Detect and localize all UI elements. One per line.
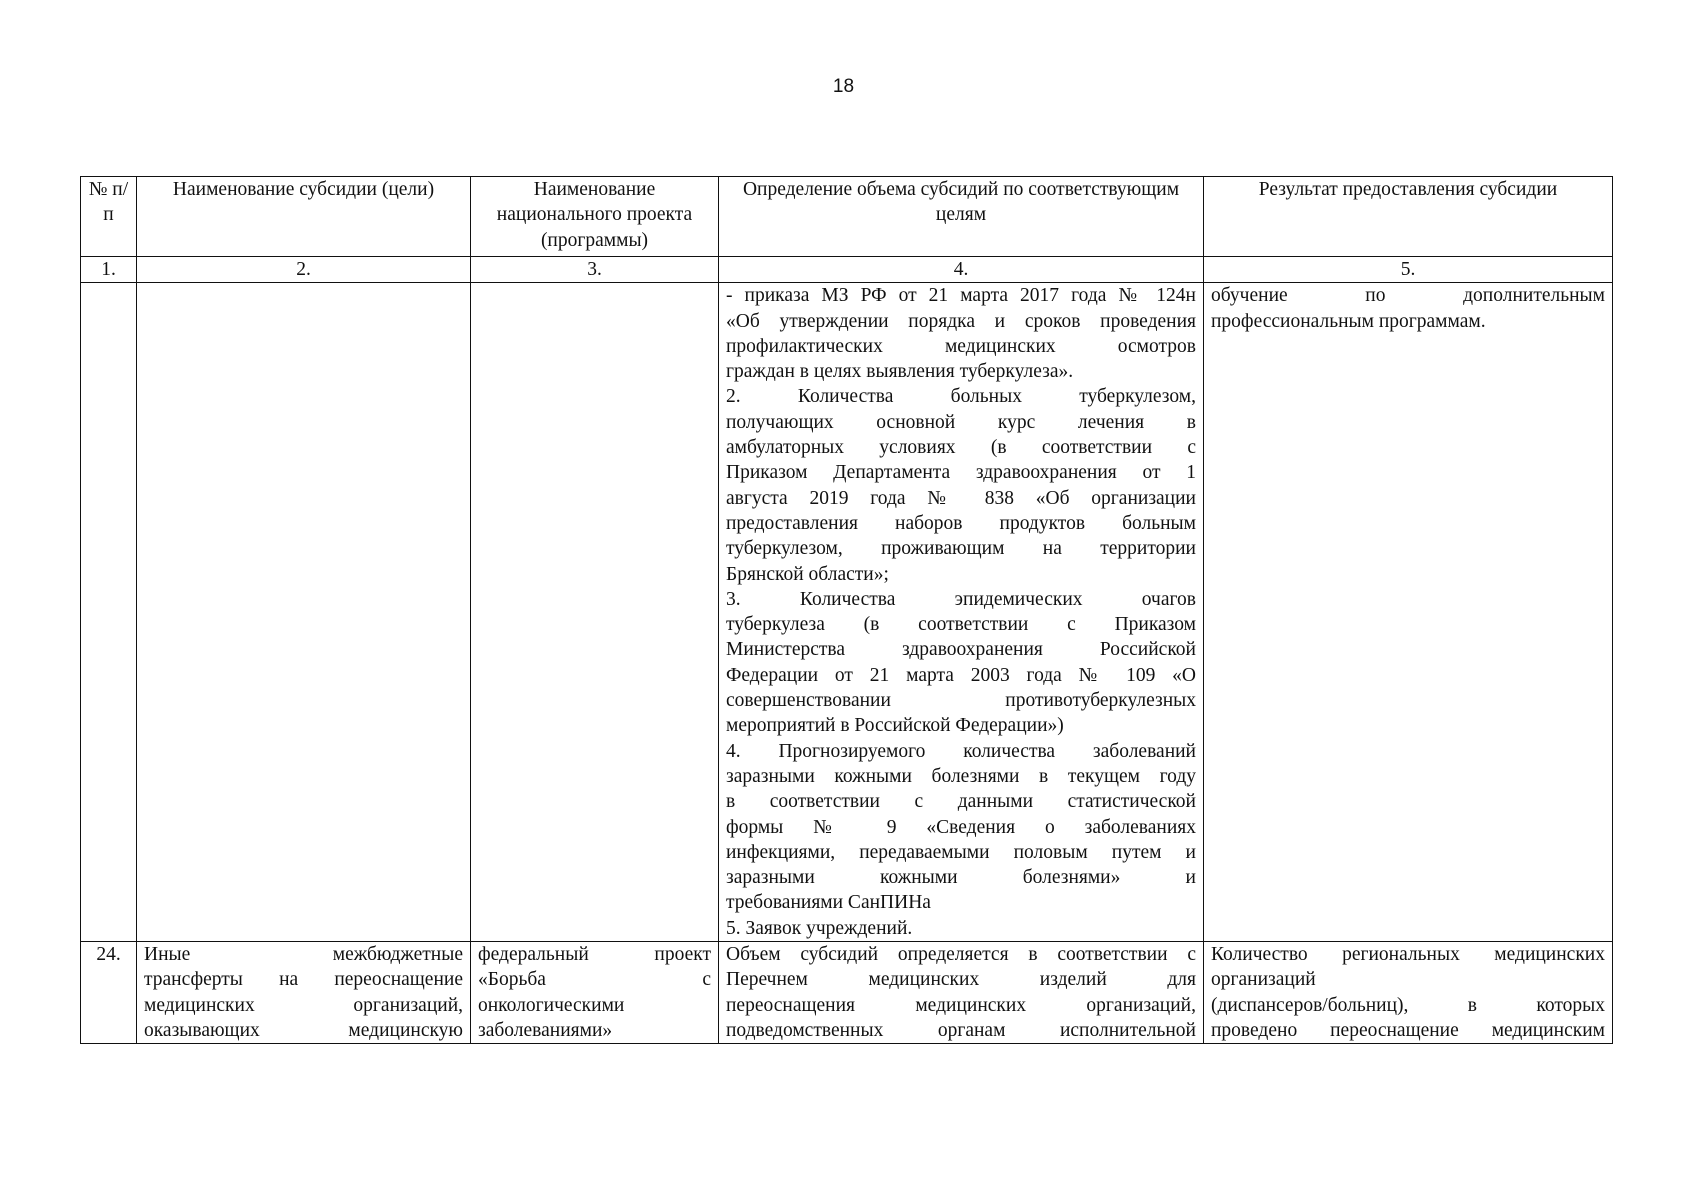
text-line: 5. Заявок учреждений. (726, 917, 913, 939)
table-row-24 (81, 942, 1613, 1044)
text-line: совершенствовании противотуберкулезных (726, 690, 1196, 712)
text-line: (диспансеров/больниц), в которых (1211, 994, 1605, 1016)
cell-volume-definition (719, 283, 1204, 942)
cell-volume-definition (719, 942, 1204, 1044)
text-line: туберкулезом, проживающим на территории (726, 538, 1196, 560)
column-number: 2. (137, 257, 471, 283)
column-number-row (81, 257, 1613, 283)
header-project-name: Наименование национального проекта (программы) (471, 177, 719, 257)
header-subsidy-name: Наименование субсидии (цели) (137, 177, 471, 257)
text-line: заболеваниями» (478, 1019, 613, 1041)
text-line: трансферты на переоснащение (144, 969, 463, 991)
text-line: августа 2019 года № 838 «Об организации (726, 487, 1196, 509)
text-line: Иные межбюджетные (144, 944, 463, 966)
text-line: организаций (1211, 969, 1316, 991)
header-volume-definition: Определение объема субсидий по соответствующим целям (719, 177, 1204, 257)
cell-subsidy-name (137, 942, 471, 1044)
text-line: мероприятий в Российской Федерации») (726, 715, 1064, 737)
text-line: медицинских организаций, (144, 994, 463, 1016)
text-line: проведено переоснащение медицинским (1211, 1019, 1605, 1041)
text-line: Количество региональных медицинских (1211, 944, 1605, 966)
column-number: 5. (1204, 257, 1613, 283)
text-line: 4. Прогнозируемого количества заболеваний (726, 740, 1196, 762)
cell-result (1204, 942, 1613, 1044)
page-number: 18 (832, 76, 855, 97)
text-line: заразными кожными болезнями» и (726, 867, 1196, 889)
text-line: профессиональным программам. (1211, 310, 1486, 332)
text-line: Объем субсидий определяется в соответствии с (726, 944, 1196, 966)
column-number: 4. (719, 257, 1204, 283)
text-line: обучение по дополнительным (1211, 285, 1605, 307)
table-header-row (81, 177, 1613, 257)
text-line: Брянской области»; (726, 563, 889, 585)
cell-result (1204, 283, 1613, 942)
text-line: «Об утверждении порядка и сроков проведения (726, 310, 1196, 332)
text-line: 3. Количества эпидемических очагов (726, 588, 1196, 610)
text-line: требованиями СанПИНа (726, 892, 931, 914)
text-line: получающих основной курс лечения в (726, 411, 1196, 433)
column-number: 1. (81, 257, 137, 283)
text-line: в соответствии с данными статистической (726, 791, 1196, 813)
text-line: Федерации от 21 марта 2003 года № 109 «О (726, 664, 1196, 686)
text-line: инфекциями, передаваемыми половым путем и (726, 841, 1196, 863)
subsidy-table (80, 176, 1613, 1044)
text-line: граждан в целях выявления туберкулеза». (726, 361, 1074, 383)
text-line: профилактических медицинских осмотров (726, 335, 1196, 357)
text-line: «Борьба с (478, 969, 711, 991)
text-line: туберкулеза (в соответствии с Приказом (726, 614, 1196, 636)
cell-project-name (471, 942, 719, 1044)
text-line: онкологическими (478, 994, 625, 1016)
text-line: переоснащения медицинских организаций, (726, 994, 1196, 1016)
cell-subsidy-name (137, 283, 471, 942)
cell-project-name (471, 283, 719, 942)
text-line: предоставления наборов продуктов больным (726, 512, 1196, 534)
header-number: № п/п (81, 177, 137, 257)
text-line: заразными кожными болезнями в текущем году (726, 765, 1196, 787)
text-line: 2. Количества больных туберкулезом, (726, 386, 1196, 408)
text-line: амбулаторных условиях (в соответствии с (726, 437, 1196, 459)
cell-number (81, 283, 137, 942)
column-number: 3. (471, 257, 719, 283)
table-row-continued (81, 283, 1613, 942)
text-line: оказывающих медицинскую (144, 1019, 463, 1041)
header-result: Результат предоставления субсидии (1204, 177, 1613, 257)
text-line: формы № 9 «Сведения о заболеваниях (726, 816, 1196, 838)
text-line: Приказом Департамента здравоохранения от 1 (726, 462, 1196, 484)
text-line: федеральный проект (478, 944, 711, 966)
text-line: подведомственных органам исполнительной (726, 1019, 1196, 1041)
text-line: Перечнем медицинских изделий для (726, 969, 1196, 991)
text-line: - приказа МЗ РФ от 21 марта 2017 года № 124н (726, 285, 1196, 307)
text-line: Министерства здравоохранения Российской (726, 639, 1196, 661)
cell-number: 24. (81, 942, 137, 1044)
